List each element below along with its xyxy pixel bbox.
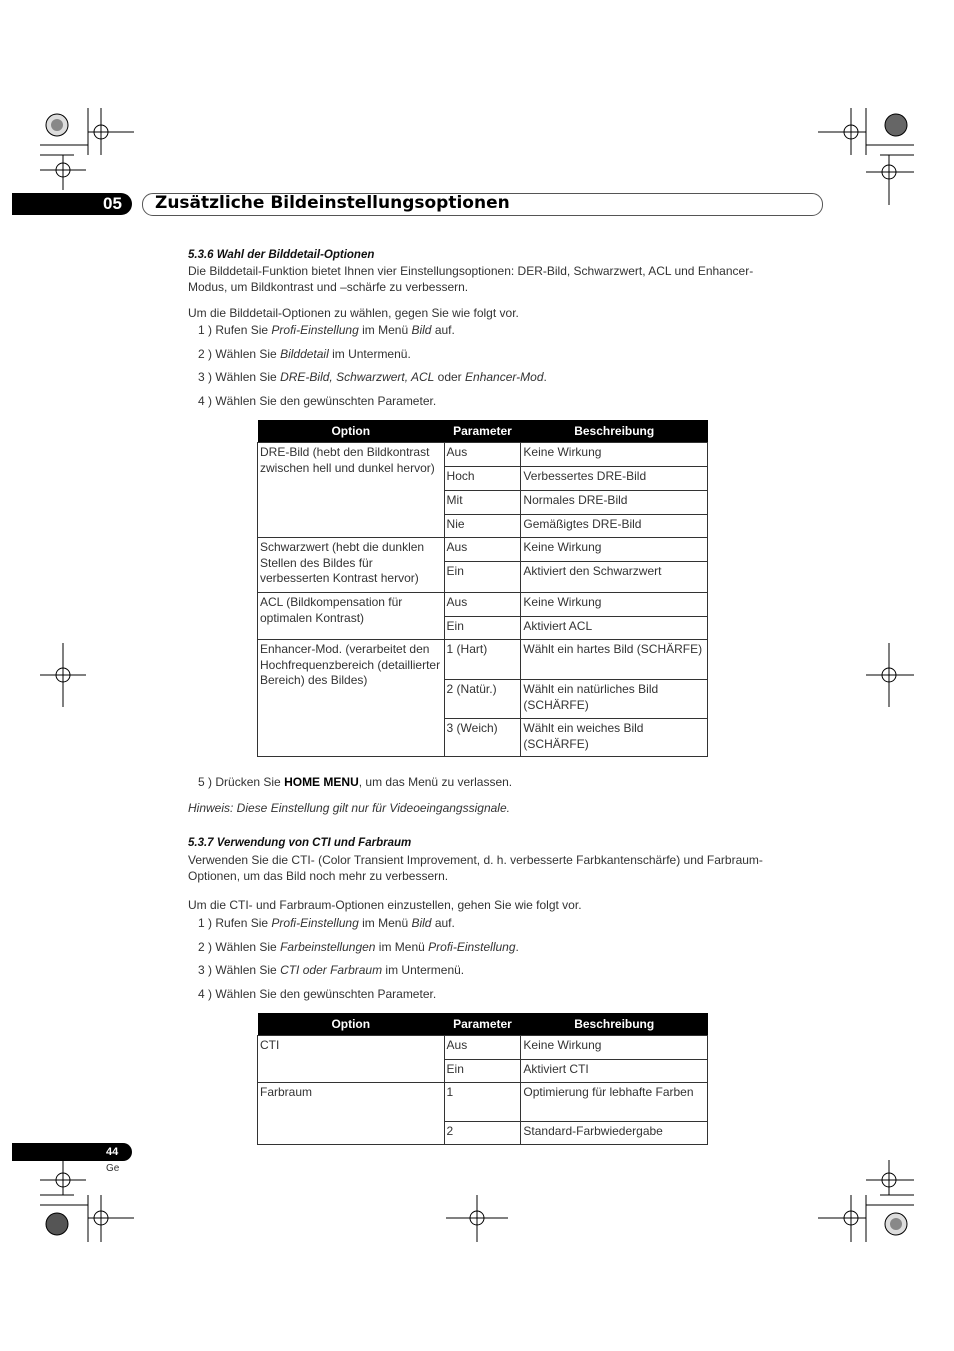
- intro-line: Die Bilddetail-Funktion bietet Ihnen vier Einstellungsoptionen: DER-Bild, Schwarzwert, ACL und Enhancer-: [188, 264, 754, 278]
- table-header: Option: [258, 1013, 445, 1036]
- section-heading: 5.3.6 Wahl der Bilddetail-Optionen: [188, 249, 375, 261]
- parameter-cell: Nie: [444, 515, 521, 538]
- parameter-cell: Aus: [444, 443, 521, 467]
- parameter-cell: 2: [444, 1122, 521, 1145]
- table-header: Parameter: [444, 1013, 521, 1036]
- parameter-cell: 1 (Hart): [444, 640, 521, 680]
- parameter-cell: 1: [444, 1083, 521, 1122]
- description-cell: Normales DRE-Bild: [521, 491, 708, 515]
- section-intro: [188, 853, 803, 884]
- description-cell: Verbessertes DRE-Bild: [521, 467, 708, 491]
- section-lead: Um die CTI- und Farbraum-Optionen einzustellen, gehen Sie wie folgt vor.: [188, 898, 582, 912]
- chapter-title: Zusätzliche Bildeinstellungsoptionen: [155, 193, 510, 213]
- option-cell: Farbraum: [258, 1083, 445, 1145]
- language-code: Ge: [106, 1163, 120, 1174]
- table-header-row: [258, 420, 708, 443]
- section-lead: Um die Bilddetail-Optionen zu wählen, gegen Sie wie folgt vor.: [188, 306, 519, 320]
- option-cell: Enhancer-Mod. (verarbeitet den Hochfrequenzbereich (detaillierter Bereich) des Bildes): [258, 640, 445, 757]
- intro-line: Modus, um Bildkontrast und –schärfe zu verbessern.: [188, 279, 469, 294]
- parameter-cell: Aus: [444, 593, 521, 617]
- description-cell: Keine Wirkung: [521, 1036, 708, 1060]
- option-cell: DRE-Bild (hebt den Bildkontrast zwischen hell und dunkel hervor): [258, 443, 445, 538]
- parameter-cell: Aus: [444, 1036, 521, 1060]
- description-cell: Wählt ein weiches Bild (SCHÄRFE): [521, 719, 708, 757]
- cti-farbraum-table: [257, 1013, 708, 1145]
- table-row: [258, 1036, 708, 1060]
- description-cell: Keine Wirkung: [521, 593, 708, 617]
- table-header: Beschreibung: [521, 420, 708, 443]
- parameter-cell: Ein: [444, 1060, 521, 1083]
- option-cell: Schwarzwert (hebt die dunklen Stellen des Bildes für verbesserten Kontrast hervor): [258, 538, 445, 593]
- step: 4 ) Wählen Sie den gewünschten Parameter.: [198, 987, 437, 1001]
- table-row: [258, 640, 708, 680]
- step: 4 ) Wählen Sie den gewünschten Parameter.: [198, 394, 437, 408]
- parameter-cell: Aus: [444, 538, 521, 562]
- description-cell: Wählt ein hartes Bild (SCHÄRFE): [521, 640, 708, 680]
- intro-line: Verwenden Sie die CTI- (Color Transient Improvement, d. h. verbesserte Farbkantenschärfe) und Farbraum-: [188, 853, 763, 867]
- intro-line: Optionen, um das Bild noch mehr zu verbessern.: [188, 868, 449, 883]
- chapter-number: 05: [103, 194, 122, 213]
- bilddetail-table: [257, 420, 708, 757]
- table-header: Beschreibung: [521, 1013, 708, 1036]
- parameter-cell: 3 (Weich): [444, 719, 521, 757]
- table-header-row: [258, 1013, 708, 1036]
- section-heading: 5.3.7 Verwendung von CTI und Farbraum: [188, 837, 412, 849]
- step: 3 ) Wählen Sie DRE-Bild, Schwarzwert, ACL oder Enhancer-Mod.: [198, 370, 547, 384]
- option-cell: ACL (Bildkompensation für optimalen Kontrast): [258, 593, 445, 640]
- table-header: Option: [258, 420, 445, 443]
- parameter-cell: Hoch: [444, 467, 521, 491]
- table-row: [258, 443, 708, 467]
- parameter-cell: Ein: [444, 562, 521, 593]
- page-number: 44: [106, 1146, 119, 1158]
- parameter-cell: Mit: [444, 491, 521, 515]
- description-cell: Gemäßigtes DRE-Bild: [521, 515, 708, 538]
- table-row: [258, 1083, 708, 1122]
- step: 3 ) Wählen Sie CTI oder Farbraum im Untermenü.: [198, 963, 465, 977]
- table-row: [258, 593, 708, 617]
- description-cell: Aktiviert CTI: [521, 1060, 708, 1083]
- description-cell: Wählt ein natürliches Bild (SCHÄRFE): [521, 680, 708, 719]
- description-cell: Keine Wirkung: [521, 443, 708, 467]
- step: 1 ) Rufen Sie Profi-Einstellung im Menü Bild auf.: [198, 323, 455, 337]
- description-cell: Optimierung für lebhafte Farben: [521, 1083, 708, 1122]
- step: 1 ) Rufen Sie Profi-Einstellung im Menü Bild auf.: [198, 916, 455, 930]
- parameter-cell: Ein: [444, 617, 521, 640]
- option-cell: CTI: [258, 1036, 445, 1083]
- step: 2 ) Wählen Sie Farbeinstellungen im Menü Profi-Einstellung.: [198, 940, 519, 954]
- description-cell: Standard-Farbwiedergabe: [521, 1122, 708, 1145]
- step: 5 ) Drücken Sie HOME MENU, um das Menü zu verlassen.: [198, 775, 513, 789]
- description-cell: Aktiviert den Schwarzwert: [521, 562, 708, 593]
- description-cell: Keine Wirkung: [521, 538, 708, 562]
- parameter-cell: 2 (Natür.): [444, 680, 521, 719]
- description-cell: Aktiviert ACL: [521, 617, 708, 640]
- table-header: Parameter: [444, 420, 521, 443]
- note: Hinweis: Diese Einstellung gilt nur für Videoeingangssignale.: [188, 801, 510, 815]
- step: 2 ) Wählen Sie Bilddetail im Untermenü.: [198, 347, 411, 361]
- table-row: [258, 538, 708, 562]
- section-intro: [188, 264, 803, 295]
